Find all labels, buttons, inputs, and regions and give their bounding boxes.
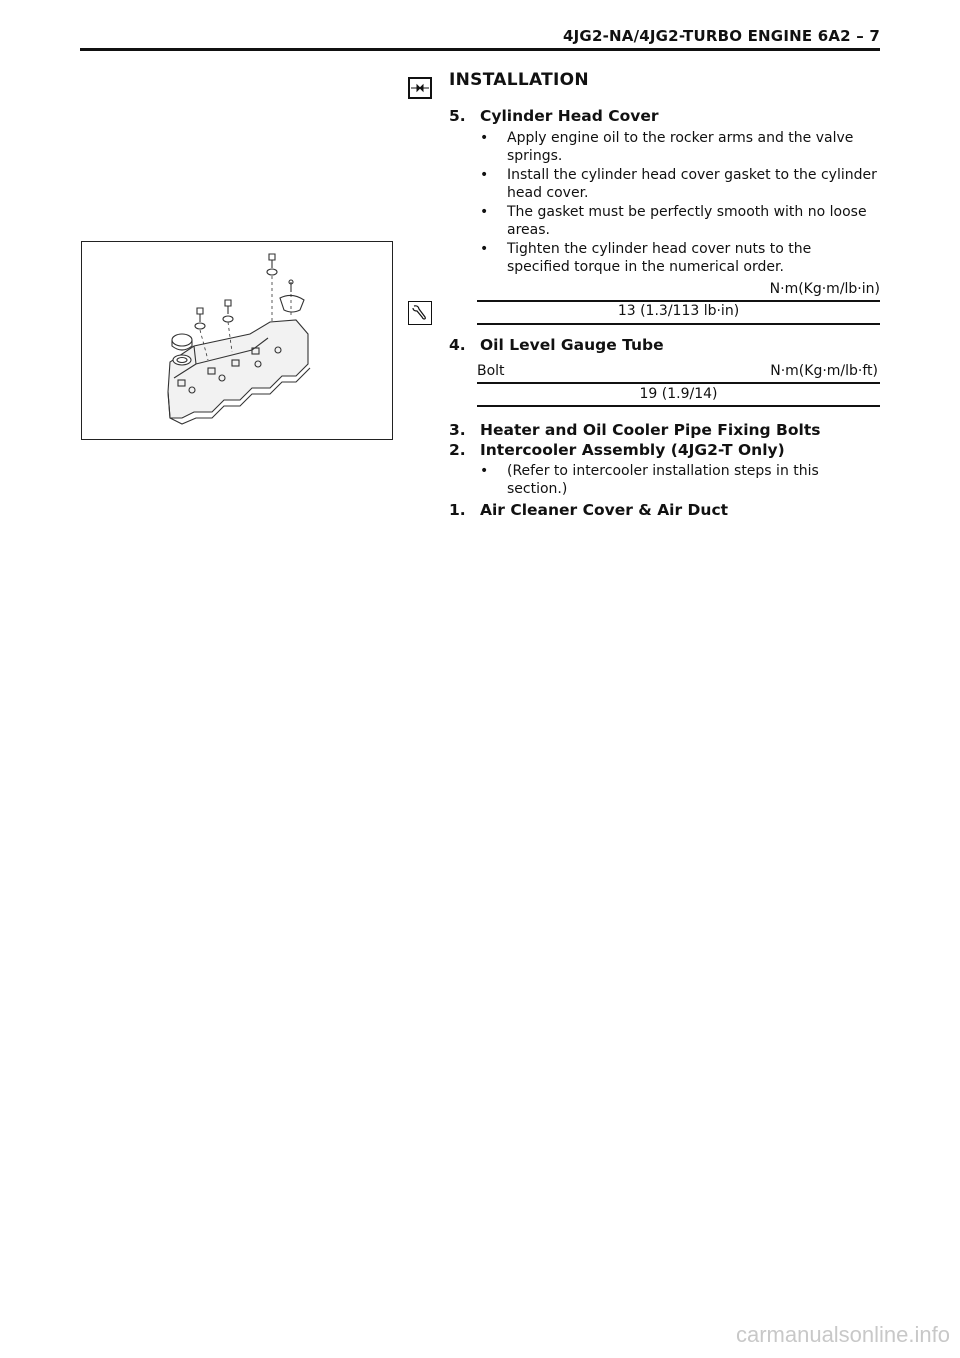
bolt-label: Bolt xyxy=(477,363,505,379)
bullet-text: The gasket must be perfectly smooth with no loose areas. xyxy=(507,204,867,238)
bullet-icon: • xyxy=(480,130,489,146)
step-number: 1. xyxy=(449,501,466,519)
step-number: 3. xyxy=(449,421,466,439)
bullet-text: Install the cylinder head cover gasket to the cylinder head cover. xyxy=(507,167,877,201)
cylinder-head-cover-diagram-icon xyxy=(82,242,391,438)
step-number: 4. xyxy=(449,336,466,354)
torque-rule-top xyxy=(477,382,880,384)
installation-icon xyxy=(408,77,432,99)
bullet-icon: • xyxy=(480,167,489,183)
bullet-text: Tighten the cylinder head cover nuts to the specified torque in the numerical order. xyxy=(507,241,812,275)
list-item xyxy=(478,203,878,239)
torque-value: 19 (1.9/14) xyxy=(639,386,718,402)
step-5-title xyxy=(449,107,659,125)
torque-rule-top xyxy=(477,300,880,302)
torque-unit-label: N·m(Kg·m/lb·ft) xyxy=(770,363,878,379)
step-1-title xyxy=(449,501,728,519)
torque-rule-bottom xyxy=(477,323,880,325)
step-5-bullets xyxy=(478,129,878,276)
page-header-title: 4JG2-NA/4JG2-TURBO ENGINE 6A2 – 7 xyxy=(563,27,880,45)
step-3-title xyxy=(449,421,820,439)
bullet-icon: • xyxy=(480,204,489,220)
list-item xyxy=(478,129,878,165)
step-number: 2. xyxy=(449,441,466,459)
cylinder-head-cover-figure xyxy=(81,241,393,440)
step-2-bullets xyxy=(478,462,878,498)
step-4-title xyxy=(449,336,664,354)
list-item xyxy=(478,166,878,202)
bullet-text: (Refer to intercooler installation steps in this section.) xyxy=(507,463,819,497)
bullet-icon: • xyxy=(480,463,489,479)
torque-rule-bottom xyxy=(477,405,880,407)
step-number: 5. xyxy=(449,107,466,125)
list-item xyxy=(478,462,878,498)
step-title: Heater and Oil Cooler Pipe Fixing Bolts xyxy=(480,421,821,439)
step-title: Cylinder Head Cover xyxy=(480,107,659,125)
step-title: Intercooler Assembly (4JG2-T Only) xyxy=(480,441,785,459)
header-rule xyxy=(80,48,880,51)
watermark: carmanualsonline.info xyxy=(735,1322,950,1347)
bullet-text: Apply engine oil to the rocker arms and the valve springs. xyxy=(507,130,854,164)
step-title: Oil Level Gauge Tube xyxy=(480,336,664,354)
list-item xyxy=(478,240,878,276)
torque-unit-label: N·m(Kg·m/lb·in) xyxy=(769,281,880,297)
section-title: INSTALLATION xyxy=(449,70,589,90)
torque-value: 13 (1.3/113 lb·in) xyxy=(617,303,740,319)
wrench-icon xyxy=(408,301,432,325)
bullet-icon: • xyxy=(480,241,489,257)
step-2-title xyxy=(449,441,785,459)
step-title: Air Cleaner Cover & Air Duct xyxy=(480,501,729,519)
